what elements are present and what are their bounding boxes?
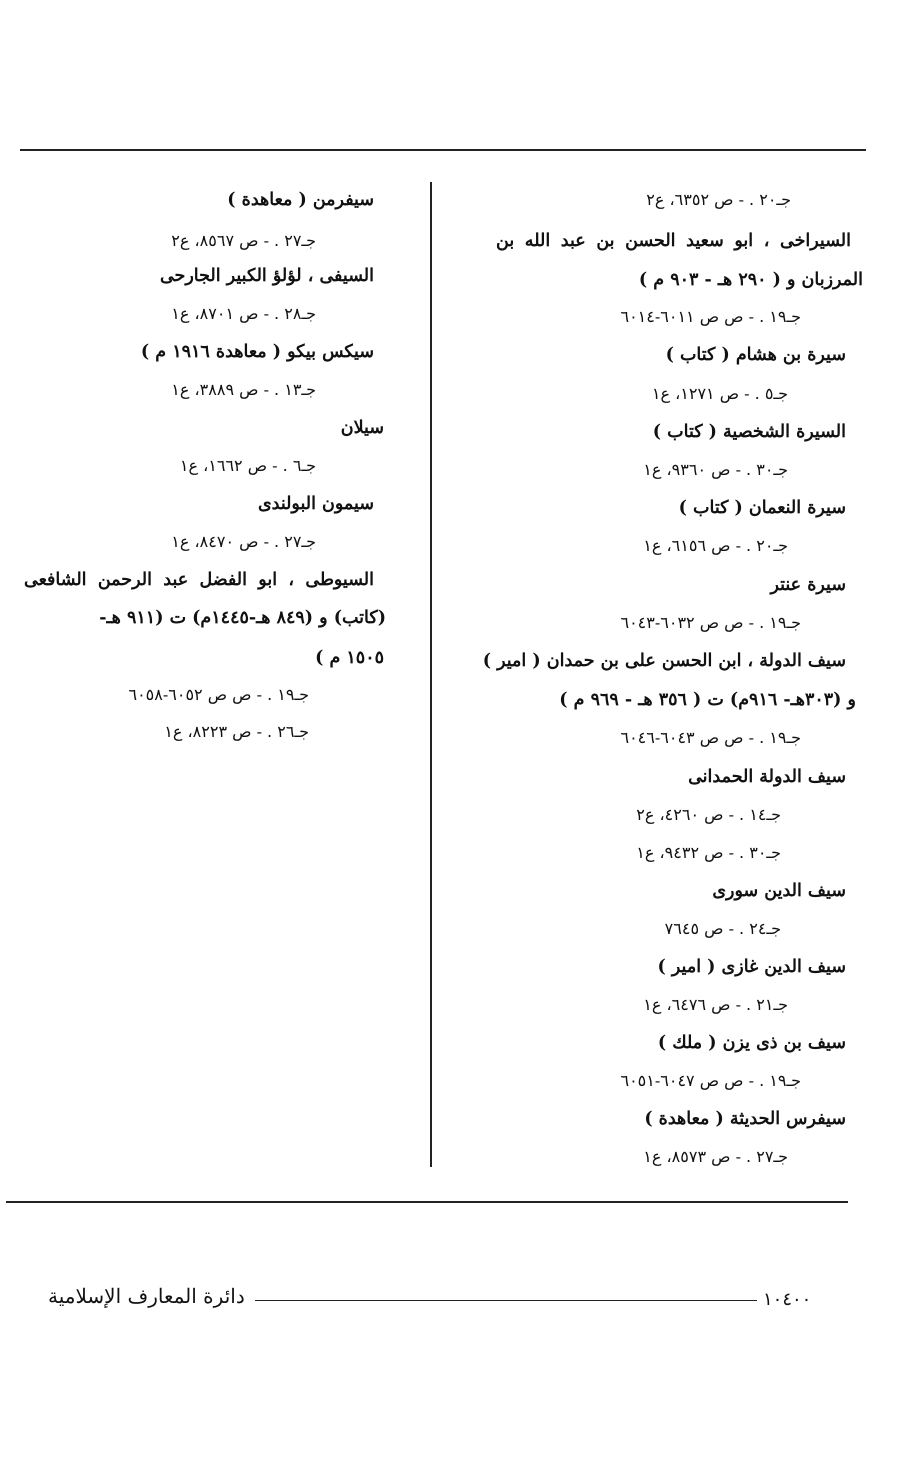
index-reference: جـ٢١ . - ص ٦٤٧٦، ع١ xyxy=(643,995,788,1014)
index-entry-heading: السيرة الشخصية ( كتاب ) xyxy=(652,422,846,442)
index-entry-heading: سيمون البولندى xyxy=(257,494,374,514)
index-reference: جـ٢٧ . - ص ٨٤٧٠، ع١ xyxy=(171,532,316,551)
index-entry-heading: سيرة النعمان ( كتاب ) xyxy=(678,498,846,518)
index-reference: جـ١٩ . - ص ص ٦٠٤٣-٦٠٤٦ xyxy=(620,728,801,747)
index-entry-heading: سيف بن ذى يزن ( ملك ) xyxy=(657,1033,846,1053)
index-reference: جـ٦ . - ص ١٦٦٢، ع١ xyxy=(179,456,316,475)
index-reference: جـ٢٦ . - ص ٨٢٢٣، ع١ xyxy=(164,722,309,741)
index-entry-heading: سيفرمن ( معاهدة ) xyxy=(227,190,374,210)
index-entry-heading: سيلان xyxy=(340,418,384,438)
index-entry-heading: السيراخى ، ابو سعيد الحسن بن عبد الله بن xyxy=(496,231,851,251)
index-reference: جـ٥ . - ص ١٢٧١، ع١ xyxy=(651,384,788,403)
index-reference: جـ٢٤ . - ص ٧٦٤٥ xyxy=(664,919,781,938)
top-rule xyxy=(20,149,866,151)
index-entry-heading: السيوطى ، ابو الفضل عبد الرحمن الشافعى xyxy=(24,570,374,590)
index-entry-heading: ١٥٠٥ م ) xyxy=(315,648,384,668)
index-reference: جـ١٤ . - ص ٤٢٦٠، ع٢ xyxy=(636,805,781,824)
index-entry-heading: سيف الدين سورى xyxy=(712,881,846,901)
index-reference: جـ١٩ . - ص ص ٦٠٤٧-٦٠٥١ xyxy=(620,1071,801,1090)
index-reference: جـ٢٠ . - ص ٦١٥٦، ع١ xyxy=(643,536,788,555)
index-entry-heading: سيفرس الحديثة ( معاهدة ) xyxy=(644,1109,846,1129)
footer-title: دائرة المعارف الإسلامية xyxy=(48,1284,245,1308)
index-entry-heading: المرزبان و ( ٢٩٠ هـ - ٩٠٣ م ) xyxy=(638,270,863,290)
index-reference: جـ١٩ . - ص ص ٦٠٥٢-٦٠٥٨ xyxy=(128,685,309,704)
index-reference: جـ١٣ . - ص ٣٨٨٩، ع١ xyxy=(171,380,316,399)
index-entry-heading: سيرة بن هشام ( كتاب ) xyxy=(665,345,846,365)
index-entry-heading: سيرة عنتر xyxy=(770,575,846,595)
index-entry-heading: سيف الدولة ، ابن الحسن على بن حمدان ( امير ) xyxy=(482,651,846,671)
index-entry-heading: سيف الدولة الحمدانى xyxy=(688,767,846,787)
index-entry-heading: و (٣٠٣هـ- ٩١٦م) ت ( ٣٥٦ هـ - ٩٦٩ م ) xyxy=(559,690,856,710)
page-number: ١٠٤٠٠ xyxy=(763,1289,812,1310)
index-reference: جـ٢٧ . - ص ٨٥٧٣، ع١ xyxy=(643,1147,788,1166)
index-reference: جـ٣٠ . - ص ٩٣٦٠، ع١ xyxy=(643,460,788,479)
index-entry-heading: السيفى ، لؤلؤ الكبير الجارحى xyxy=(159,266,374,286)
index-reference: جـ١٩ . - ص ص ٦٠١١-٦٠١٤ xyxy=(620,307,801,326)
index-reference: جـ٣٠ . - ص ٩٤٣٢، ع١ xyxy=(636,843,781,862)
index-entry-heading: سيكس بيكو ( معاهدة ١٩١٦ م ) xyxy=(140,342,374,362)
index-reference: جـ١٩ . - ص ص ٦٠٣٢-٦٠٤٣ xyxy=(620,613,801,632)
bottom-rule xyxy=(6,1201,848,1203)
footer-dash-line xyxy=(255,1300,757,1301)
index-reference: جـ٢٨ . - ص ٨٧٠١، ع١ xyxy=(171,304,316,323)
column-divider xyxy=(430,182,432,1167)
index-entry-heading: سيف الدين غازى ( امير ) xyxy=(657,957,846,977)
index-entry-heading: (كاتب) و (٨٤٩ هـ-١٤٤٥م) ت (٩١١ هـ- xyxy=(99,608,386,628)
index-reference: جـ٢٠ . - ص ٦٣٥٢، ع٢ xyxy=(646,190,791,209)
index-reference: جـ٢٧ . - ص ٨٥٦٧، ع٢ xyxy=(171,231,316,250)
